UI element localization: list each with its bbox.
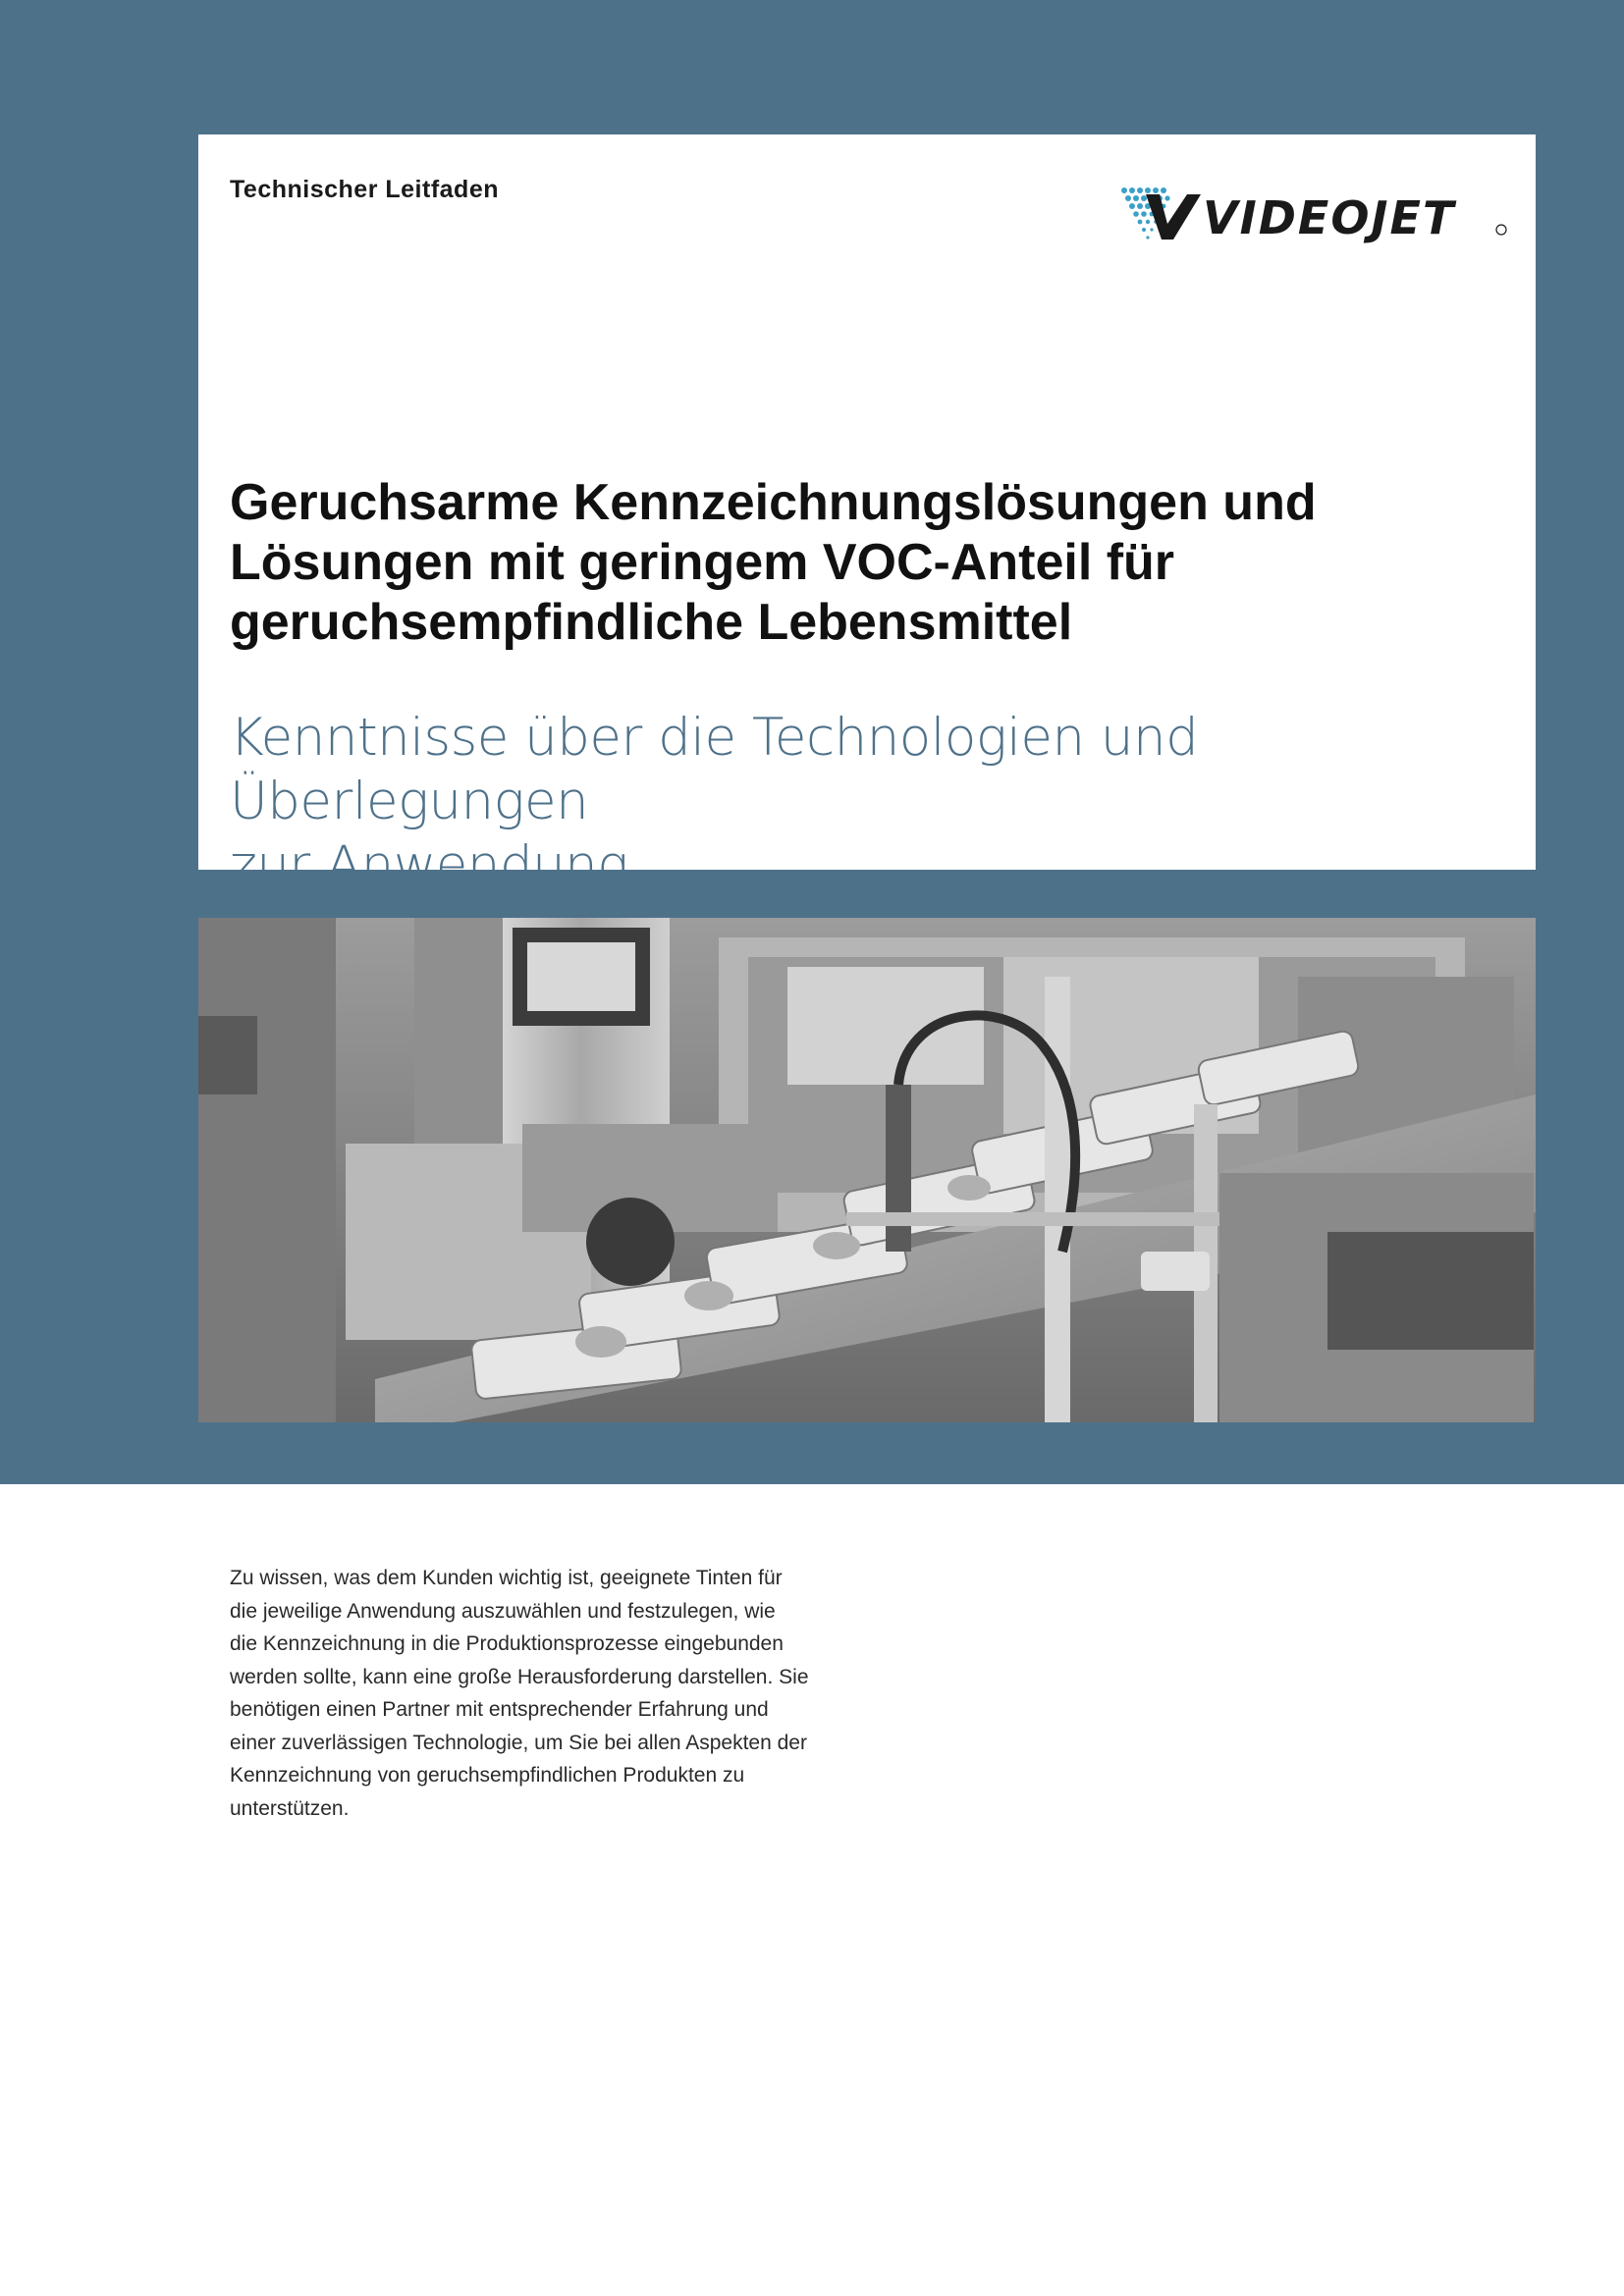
document-title [230,473,1487,653]
videojet-logo [1116,179,1509,247]
svg-text:VIDEOJET: VIDEOJET [1203,191,1456,244]
subtitle-line: Kenntnisse über die Technologien und Überlegungen [230,708,1199,831]
title-line: Lösungen mit geringem VOC-Anteil für [230,534,1175,591]
title-line: geruchsempfindliche Lebensmittel [230,594,1073,651]
intro-line: benötigen einen Partner mit entsprechender Erfahrung und [230,1698,769,1721]
production-line-photo [198,918,1536,1422]
intro-line: die jeweilige Anwendung auszuwählen und festzulegen, wie [230,1599,776,1623]
intro-line: Zu wissen, was dem Kunden wichtig ist, geeignete Tinten für [230,1567,783,1589]
intro-line: Kennzeichnung von geruchsempfindlichen Produkten zu [230,1764,745,1787]
intro-paragraph [230,1562,829,1825]
intro-line: die Kennzeichnung in die Produktionsprozesse eingebunden [230,1632,784,1655]
document-subtitle [230,706,1506,897]
intro-line: werden sollte, kann eine große Herausforderung darstellen. Sie [230,1665,809,1688]
subtitle-line: zur Anwendung [230,835,628,895]
logo-dot-mark-icon [1121,187,1201,240]
title-line: Geruchsarme Kennzeichnungslösungen und [230,474,1317,531]
intro-line: einer zuverlässigen Technologie, um Sie bei allen Aspekten der [230,1731,807,1754]
document-type-label: Technischer Leitfaden [230,176,499,203]
title-card [198,134,1536,895]
intro-line: unterstützen. [230,1796,350,1820]
